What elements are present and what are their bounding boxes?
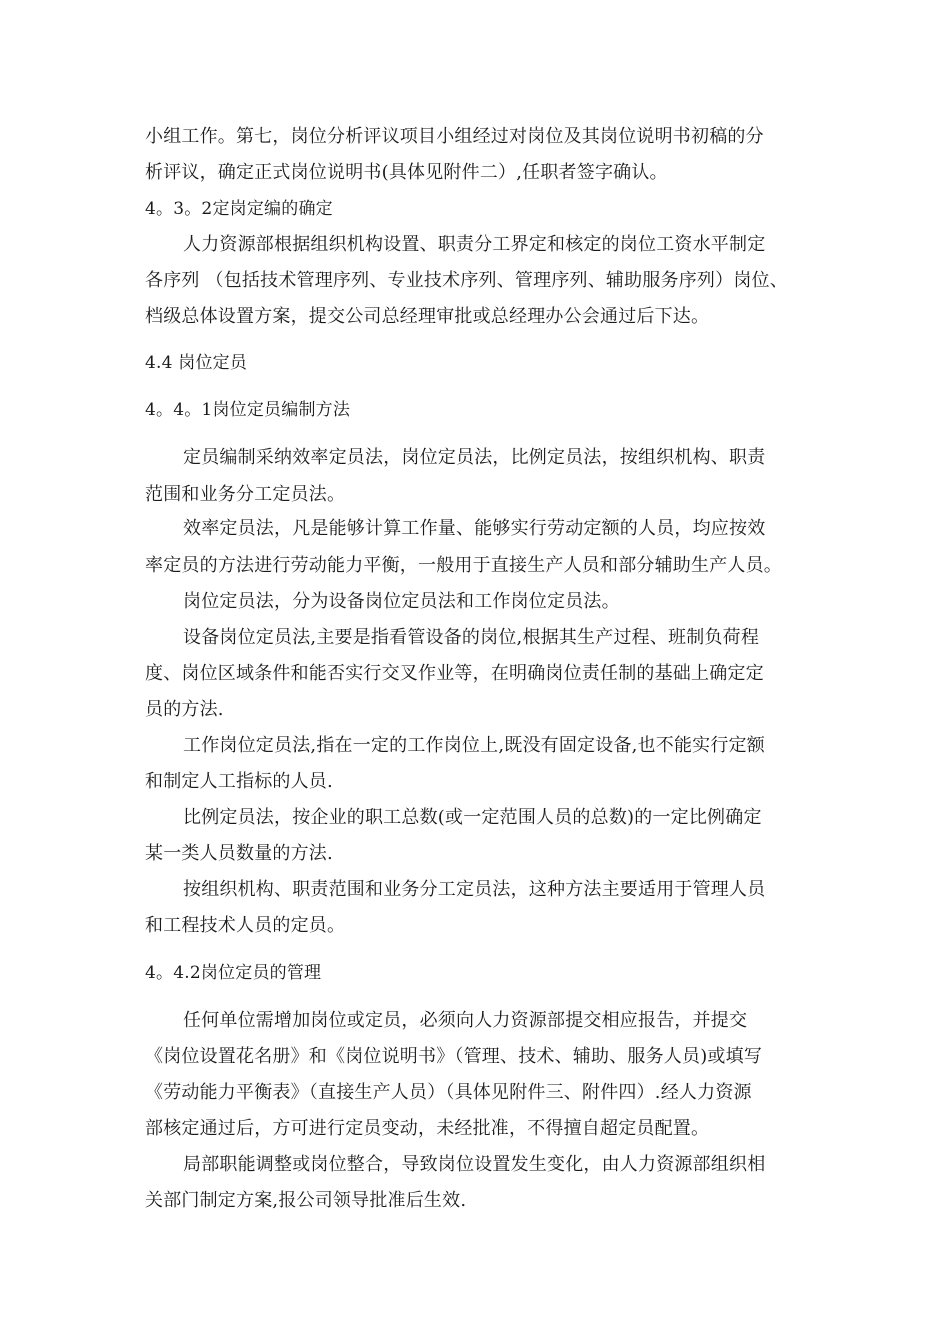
body-text-line: 关部门制定方案,报公司领导批准后生效.: [145, 1190, 467, 1211]
section-heading-4-4-1: 4。4。1岗位定员编制方法: [145, 400, 351, 420]
body-text-line: 《劳动能力平衡表》（直接生产人员）（具体见附件三、附件四）.经人力资源: [145, 1082, 752, 1103]
body-text-line: 范围和业务分工定员法。: [145, 484, 346, 505]
body-text-line: 和制定人工指标的人员.: [145, 771, 333, 792]
body-text-line: 员的方法.: [145, 699, 224, 720]
body-text-line: 任何单位需增加岗位或定员，必须向人力资源部提交相应报告，并提交: [183, 1010, 748, 1031]
body-text-line: 度、岗位区域条件和能否实行交叉作业等，在明确岗位责任制的基础上确定定: [145, 663, 764, 684]
body-text-line: 人力资源部根据组织机构设置、职责分工界定和核定的岗位工资水平制定: [183, 234, 766, 255]
section-heading-4-4: 4.4 岗位定员: [145, 353, 248, 373]
body-text-line: 某一类人员数量的方法.: [145, 843, 333, 864]
body-text-line: 部核定通过后，方可进行定员变动，未经批准，不得擅自超定员配置。: [145, 1118, 710, 1139]
body-text-line: 效率定员法，凡是能够计算工作量、能够实行劳动定额的人员，均应按效: [183, 518, 766, 539]
body-text-line: 和工程技术人员的定员。: [145, 915, 346, 936]
body-text-line: 《岗位设置花名册》和《岗位说明书》（管理、技术、辅助、服务人员)或填写: [145, 1046, 763, 1067]
body-text-line: 工作岗位定员法,指在一定的工作岗位上,既没有固定设备,也不能实行定额: [183, 735, 765, 756]
body-text-line: 小组工作。第七，岗位分析评议项目小组经过对岗位及其岗位说明书初稿的分: [145, 126, 764, 147]
body-text-line: 档级总体设置方案，提交公司总经理审批或总经理办公会通过后下达。: [145, 306, 710, 327]
body-text-line: 析评议，确定正式岗位说明书(具体见附件二）,任职者签字确认。: [145, 162, 668, 183]
section-heading-4-3-2: 4。3。2定岗定编的确定: [145, 199, 333, 219]
body-text-line: 局部职能调整或岗位整合，导致岗位设置发生变化，由人力资源部组织相: [183, 1154, 766, 1175]
body-text-line: 设备岗位定员法,主要是指看管设备的岗位,根据其生产过程、班制负荷程: [183, 627, 760, 648]
body-text-line: 岗位定员法，分为设备岗位定员法和工作岗位定员法。: [183, 591, 620, 612]
body-text-line: 率定员的方法进行劳动能力平衡，一般用于直接生产人员和部分辅助生产人员。: [145, 555, 782, 576]
body-text-line: 各序列 （包括技术管理序列、专业技术序列、管理序列、辅助服务序列）岗位、: [145, 270, 788, 291]
body-text-line: 定员编制采纳效率定员法，岗位定员法，比例定员法，按组织机构、职责: [183, 447, 766, 468]
body-text-line: 按组织机构、职责范围和业务分工定员法，这种方法主要适用于管理人员: [183, 879, 766, 900]
body-text-line: 比例定员法，按企业的职工总数(或一定范围人员的总数)的一定比例确定: [183, 807, 762, 828]
section-heading-4-4-2: 4。4.2岗位定员的管理: [145, 963, 322, 983]
